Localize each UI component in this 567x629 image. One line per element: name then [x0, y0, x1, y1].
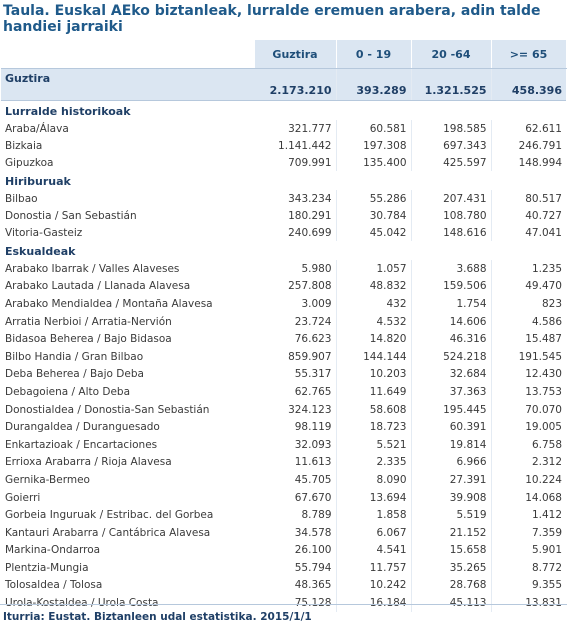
cell-value: 75.128 [294, 597, 332, 610]
cell-value: 859.907 [288, 350, 332, 363]
table-row [1, 154, 566, 171]
cell-value: 148.616 [411, 224, 491, 241]
cell-value: 13.694 [336, 489, 411, 507]
row-label: Errioxa Arabarra / Rioja Alavesa [5, 456, 172, 469]
cell-value: 55.286 [336, 190, 411, 207]
cell-value: 46.316 [411, 330, 491, 348]
cell-value: 3.009 [301, 297, 332, 310]
row-label: Plentzia-Mungia [5, 561, 89, 574]
table-row [1, 295, 566, 313]
table-row [1, 454, 566, 472]
row-label: Arabako Lautada / Llanada Alavesa [5, 280, 191, 293]
cell-value: 4.586 [491, 313, 566, 331]
population-table [1, 40, 567, 612]
cell-value: 1.321.525 [411, 69, 491, 101]
cell-value: 10.224 [491, 471, 566, 489]
cell-value: 2.335 [336, 454, 411, 472]
table-row [1, 224, 566, 241]
table-row [1, 207, 566, 224]
source-note: Iturria: Eustat. Biztanleen udal estatistika. 2015/1/1 [3, 611, 312, 623]
cell-value: 98.119 [294, 421, 332, 434]
table-row [1, 542, 566, 560]
cell-value: 67.670 [294, 491, 332, 504]
table-row [1, 330, 566, 348]
cell-value: 49.470 [491, 278, 566, 296]
cell-value: 195.445 [411, 401, 491, 419]
cell-value: 13.831 [491, 594, 566, 612]
row-label: Donostialdea / Donostia-San Sebastián [5, 403, 210, 416]
cell-value: 16.184 [336, 594, 411, 612]
cell-value: 257.808 [288, 280, 332, 293]
table-row [1, 401, 566, 419]
cell-value: 135.400 [336, 154, 411, 171]
cell-value: 32.684 [411, 366, 491, 384]
table-row [1, 577, 566, 595]
col-header-0-19: 0 - 19 [336, 40, 411, 69]
cell-value: 21.152 [411, 524, 491, 542]
table-row [1, 260, 566, 278]
cell-value: 697.343 [411, 137, 491, 154]
cell-value: 8.090 [336, 471, 411, 489]
section-title: Hiriburuak [5, 175, 71, 188]
cell-value: 240.699 [288, 226, 332, 239]
table-row [1, 559, 566, 577]
cell-value: 14.606 [411, 313, 491, 331]
cell-value: 458.396 [491, 69, 566, 101]
cell-value: 4.532 [336, 313, 411, 331]
row-label: Bizkaia [5, 139, 43, 152]
cell-value: 76.623 [294, 333, 332, 346]
row-label: Kantauri Arabarra / Cantábrica Alavesa [5, 526, 211, 539]
row-label: Donostia / San Sebastián [5, 209, 137, 222]
row-label: Gernika-Bermeo [5, 473, 90, 486]
cell-value: 6.966 [411, 454, 491, 472]
cell-value: 80.517 [491, 190, 566, 207]
table-row [1, 471, 566, 489]
source-footer [0, 604, 567, 629]
cell-value: 6.067 [336, 524, 411, 542]
cell-value: 47.041 [491, 224, 566, 241]
table-row [1, 489, 566, 507]
cell-value: 35.265 [411, 559, 491, 577]
cell-value: 10.203 [336, 366, 411, 384]
cell-value: 10.242 [336, 577, 411, 595]
row-label: Goierri [5, 491, 41, 504]
cell-value: 1.235 [491, 260, 566, 278]
cell-value: 62.765 [294, 385, 332, 398]
cell-value: 45.113 [411, 594, 491, 612]
row-label: Bidasoa Beherea / Bajo Bidasoa [5, 333, 172, 346]
row-label: Arabako Ibarrak / Valles Alaveses [5, 262, 180, 275]
row-label: Markina-Ondarroa [5, 544, 101, 557]
cell-value: 324.123 [288, 403, 332, 416]
cell-value: 37.363 [411, 383, 491, 401]
cell-value: 26.100 [294, 544, 332, 557]
cell-value: 9.355 [491, 577, 566, 595]
row-label: Gorbeia Inguruak / Estribac. del Gorbea [5, 509, 214, 522]
cell-value: 11.613 [294, 456, 332, 469]
table-row [1, 348, 566, 366]
cell-value: 70.070 [491, 401, 566, 419]
row-label: Araba/Álava [5, 122, 69, 135]
cell-value: 62.611 [491, 120, 566, 137]
cell-value: 159.506 [411, 278, 491, 296]
row-label: Gipuzkoa [5, 156, 54, 169]
cell-value: 1.858 [336, 506, 411, 524]
cell-value: 55.794 [294, 561, 332, 574]
row-label: Debagoiena / Alto Deba [5, 385, 131, 398]
cell-value: 148.994 [491, 154, 566, 171]
cell-value: 45.705 [294, 473, 332, 486]
cell-value: 11.649 [336, 383, 411, 401]
table-row [1, 137, 566, 154]
cell-value: 45.042 [336, 224, 411, 241]
cell-value: 8.772 [491, 559, 566, 577]
cell-value: 7.359 [491, 524, 566, 542]
row-label: Arabako Mendialdea / Montaña Alavesa [5, 297, 213, 310]
cell-value: 12.430 [491, 366, 566, 384]
row-label: Bilbao [5, 192, 38, 205]
cell-value: 393.289 [336, 69, 411, 101]
table-row [1, 366, 566, 384]
table-row [1, 383, 566, 401]
table-row [1, 436, 566, 454]
cell-value: 18.723 [336, 418, 411, 436]
row-label: Arratia Nerbioi / Arratia-Nervión [5, 315, 172, 328]
cell-value: 823 [491, 295, 566, 313]
cell-value: 60.391 [411, 418, 491, 436]
cell-value: 321.777 [288, 122, 332, 135]
section-header-row [1, 241, 566, 260]
row-label: Tolosaldea / Tolosa [5, 579, 103, 592]
cell-value: 15.487 [491, 330, 566, 348]
cell-value: 144.144 [336, 348, 411, 366]
cell-value: 28.768 [411, 577, 491, 595]
cell-value: 524.218 [411, 348, 491, 366]
cell-value: 40.727 [491, 207, 566, 224]
cell-value: 34.578 [294, 526, 332, 539]
row-label: Bilbo Handia / Gran Bilbao [5, 350, 144, 363]
col-header-20-64: 20 -64 [411, 40, 491, 69]
cell-value: 48.365 [294, 579, 332, 592]
cell-value: 5.980 [301, 262, 332, 275]
cell-value: 30.784 [336, 207, 411, 224]
cell-value: 1.141.442 [278, 139, 332, 152]
cell-value: 108.780 [411, 207, 491, 224]
row-label: Deba Beherea / Bajo Deba [5, 368, 144, 381]
cell-value: 432 [336, 295, 411, 313]
cell-value: 23.724 [294, 315, 332, 328]
cell-value: 19.005 [491, 418, 566, 436]
cell-value: 5.519 [411, 506, 491, 524]
cell-value: 15.658 [411, 542, 491, 560]
cell-value: 55.317 [294, 368, 332, 381]
header-row [1, 40, 566, 69]
cell-value: 1.057 [336, 260, 411, 278]
row-label: Urola-Kostaldea / Urola Costa [5, 597, 159, 610]
cell-value: 6.758 [491, 436, 566, 454]
total-row [1, 69, 566, 101]
cell-value: 60.581 [336, 120, 411, 137]
cell-value: 32.093 [294, 438, 332, 451]
cell-value: 191.545 [491, 348, 566, 366]
cell-value: 14.820 [336, 330, 411, 348]
cell-value: 1.412 [491, 506, 566, 524]
table-row [1, 418, 566, 436]
cell-value: 8.789 [301, 509, 332, 522]
table-row [1, 278, 566, 296]
table-row [1, 524, 566, 542]
table-row [1, 190, 566, 207]
cell-value: 5.901 [491, 542, 566, 560]
cell-value: 5.521 [336, 436, 411, 454]
cell-value: 27.391 [411, 471, 491, 489]
section-title: Eskualdeak [5, 245, 76, 258]
cell-value: 48.832 [336, 278, 411, 296]
row-label: Guztira [1, 69, 254, 101]
cell-value: 207.431 [411, 190, 491, 207]
cell-value: 709.991 [288, 156, 332, 169]
section-title: Lurralde historikoak [5, 105, 131, 118]
table-row [1, 506, 566, 524]
cell-value: 343.234 [288, 192, 332, 205]
cell-value: 3.688 [411, 260, 491, 278]
section-header-row [1, 171, 566, 190]
col-header-65-plus: >= 65 [491, 40, 566, 69]
cell-value: 13.753 [491, 383, 566, 401]
cell-value: 58.608 [336, 401, 411, 419]
header-blank [1, 40, 254, 69]
row-label: Enkartazioak / Encartaciones [5, 438, 158, 451]
cell-value: 198.585 [411, 120, 491, 137]
cell-value: 19.814 [411, 436, 491, 454]
cell-value: 2.173.210 [254, 69, 336, 101]
cell-value: 39.908 [411, 489, 491, 507]
col-header-total: Guztira [254, 40, 336, 69]
cell-value: 180.291 [288, 209, 332, 222]
row-label: Durangaldea / Duranguesado [5, 421, 160, 434]
cell-value: 11.757 [336, 559, 411, 577]
cell-value: 2.312 [491, 454, 566, 472]
table-title: Taula. Euskal AEko biztanleak, lurralde eremuen arabera, adin talde handiei jarraiki [3, 3, 541, 35]
section-header-row [1, 101, 566, 121]
cell-value: 425.597 [411, 154, 491, 171]
cell-value: 246.791 [491, 137, 566, 154]
table-row [1, 313, 566, 331]
cell-value: 1.754 [411, 295, 491, 313]
cell-value: 197.308 [336, 137, 411, 154]
table-row [1, 120, 566, 137]
cell-value: 14.068 [491, 489, 566, 507]
row-label: Vitoria-Gasteiz [5, 226, 83, 239]
cell-value: 4.541 [336, 542, 411, 560]
